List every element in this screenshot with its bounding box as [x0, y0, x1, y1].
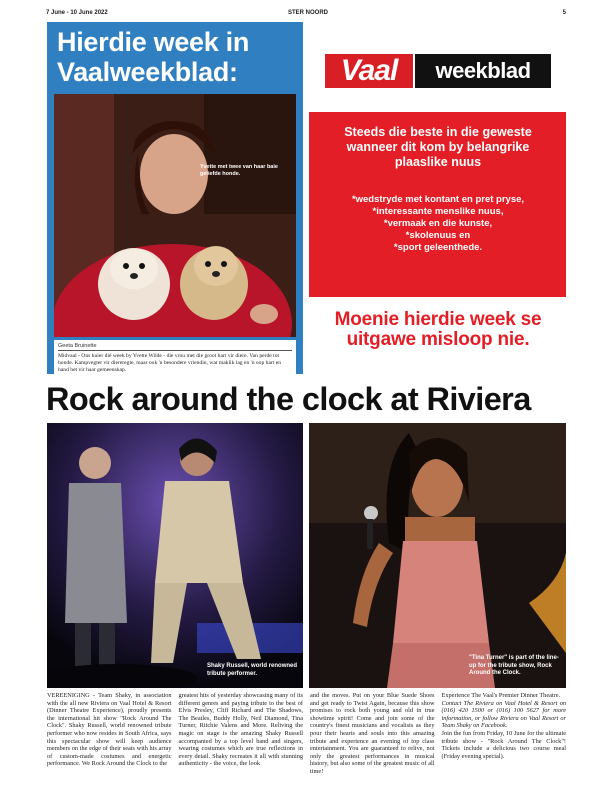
- tina-turner-tribute-photo: [309, 423, 566, 688]
- photo2-caption: "Tina Turner" is part of the line-up for the tribute show, Rock Around the Clock.: [469, 655, 559, 676]
- promo-panel-left: [47, 22, 303, 374]
- vaalweekblad-logo: Vaal weekblad: [325, 50, 549, 96]
- bullet-item: *vermaak en die kunste,: [383, 218, 493, 229]
- bullet-item: *wedstryde met kontant en pret pryse,: [351, 194, 525, 205]
- promo-panel-right: [309, 22, 566, 374]
- page-header: [46, 10, 566, 22]
- issue-date: 7 June - 10 June 2022: [46, 10, 108, 16]
- article-body: [47, 692, 566, 788]
- byline: Geeta Bruinette: [58, 343, 292, 351]
- promo-caption-text: Midvaal - Ons kuier dié week by Yvette Wilde - die vrou met die groot hart vir diere. Van perde tot honde. Kampvegter vir diereregte, maar ook 'n besondere vriendin, wat maklik lag en 'n oop hart en hand het vir haar gemeenskap.: [58, 353, 282, 373]
- article-column: greatest hits of yesterday showcasing many of its different genres and paying tribute to the best of Elvis Presley, Cliff Richard and The Shadows, The Beatles, Buddy Holly, Neil Diamond, Tina Turner, Ritchie Valens and More. Reliving the magic on stage is the amazing Shaky Russell accompanied by a top level band and singers, wearing costumes which are true reflections in every detail. Shaky recreates it all with stunning authenticity - the voice, the look: [178, 692, 303, 768]
- photo-caption: Yvette met twee van haar baie geliefde honde.: [200, 164, 278, 177]
- promo-tagline: Steeds die beste in die geweste wanneer dit kom by belangrike plaaslike nuus: [344, 125, 532, 169]
- bullet-item: *skolenuus en: [405, 230, 471, 241]
- bullet-item: *interessante menslike nuus,: [372, 206, 504, 217]
- bullet-item: *sport geleenthede.: [393, 242, 483, 253]
- promo-bullet-list: [325, 194, 551, 254]
- article-column: Experience The Vaal's Premier Dinner Theatre. Contact The Riviera on Vaal Hotel & Resort on (016) 420 1500 or (016) 100 5627 for more information, or follow Riviera on Vaal Resort or Team Shaky on Facebook. Join the fun from Friday, 10 June for the ultimate tribute show - "Rock Around The Clock"! Tickets include a delicious two course meal (Friday evening special).: [441, 692, 566, 760]
- article-column: VEREENIGING - Team Shaky, in association with the all new Riviera on Vaal Hotel & Resort (Dinner Theatre Experience), proudly presents the international hit show "Rock Around The Clock". Shaky Russell, world renowned tribute performer who now resides in South Africa, says this spectacular show will keep audience members on the edge of their seats with his array of custom-made costumes and energetic performance. We Rock Around the Clock to the: [47, 692, 172, 768]
- article-column: and the moves. Put on your Blue Suede Shoes and get ready to Twist Again, because this show promises to rock both young and old in true showtime spirit! Come and join some of the country's finest musicians and vocalists as they pour their hearts and souls into this amazing tribute and experience an evening of top class entertainment. You are guaranteed to relive, not only the greatest performances in musical history, but also some of the greatest music of all time!: [310, 692, 435, 775]
- contact-info: Contact The Riviera on Vaal Hotel & Resort on (016) 420 1500 or (016) 100 5627 for more information, or follow Riviera on Vaal Resort or Team Shaky on Facebook.: [441, 699, 566, 730]
- promo-call-to-action: Moenie hierdie week se uitgawe misloop nie.: [334, 309, 542, 350]
- photo1-caption: Shaky Russell, world renowned tribute performer.: [207, 663, 298, 677]
- woman-with-dogs-photo: [54, 94, 296, 337]
- page-number: 5: [562, 10, 566, 16]
- promo-title: Hierdie week in Vaalweekblad:: [57, 27, 250, 87]
- shaky-russell-photo: [47, 423, 303, 688]
- article-headline: Rock around the clock at Riviera: [46, 381, 531, 417]
- publication-name: STER NOORD: [288, 10, 329, 16]
